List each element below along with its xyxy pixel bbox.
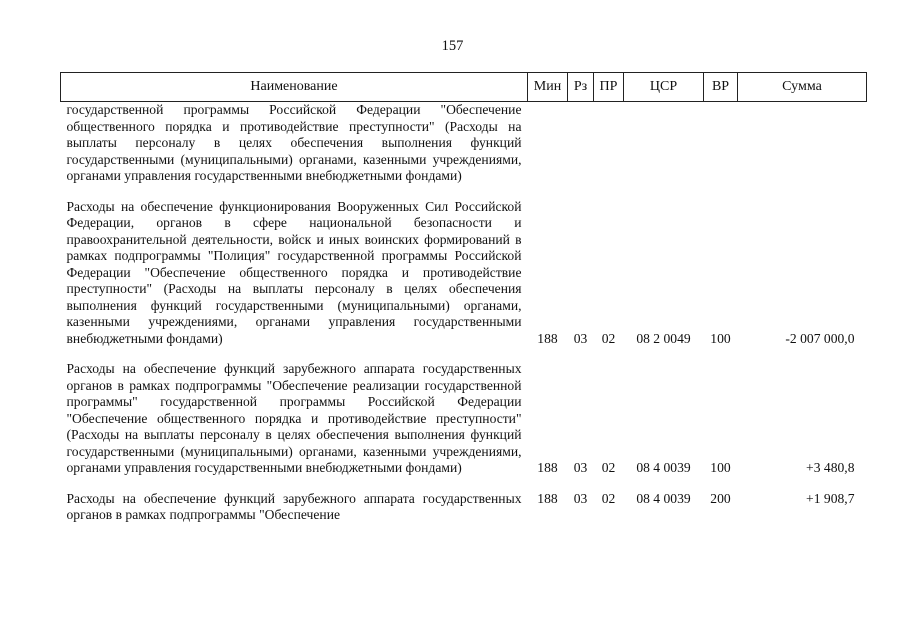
row-name: Расходы на обеспечение функций зарубежного аппарата государственных органов в рамках подпрограммы "Обеспечение (66, 490, 522, 522)
header-pr: ПР (594, 73, 624, 102)
header-rz: Рз (568, 73, 594, 102)
row-name: государственной программы Российской Федерации "Обеспечение общественного порядка и противодействие преступности" (Расходы на выплаты персоналу в целях обеспечения выполнения функций государственными (муниципальными) органами, казенными учреждениями, органами управления государственными внебюджетными фондами) (66, 102, 522, 183)
table-row (61, 102, 867, 185)
row-csr (624, 102, 704, 185)
header-name: Наименование (61, 73, 528, 102)
row-pr (594, 102, 624, 185)
header-min: Мин (528, 73, 568, 102)
row-pr: 02 (601, 330, 616, 346)
row-csr: 08 4 0039 (636, 490, 691, 506)
page-number: 157 (441, 38, 464, 54)
header-sum: Сумма (738, 73, 867, 102)
budget-table (60, 72, 867, 524)
row-rz (568, 102, 594, 185)
row-sum: +1 908,7 (806, 490, 855, 506)
row-csr: 08 2 0049 (636, 330, 691, 346)
row-pr: 02 (601, 490, 616, 506)
row-name: Расходы на обеспечение функционирования Вооруженных Сил Российской Федерации, органов в сфере национальной безопасности и правоохранительной деятельности, войск и иных воинских формирований в рамках подпрограммы "Полиция" государственной программы Российской Федерации "Обеспечение общественного порядка и противодействие преступности" (Расходы на выплаты персоналу в целях обеспечения выполнения функций государственными (муниципальными) органами, казенными учреждениями, органами управления государственными внебюджетными фондами) (66, 198, 522, 346)
table-row (61, 199, 867, 348)
row-rz: 03 (573, 330, 588, 346)
row-vr: 200 (710, 490, 731, 506)
row-sum: -2 007 000,0 (785, 330, 855, 346)
table-row (61, 491, 867, 524)
row-vr: 100 (710, 330, 731, 346)
row-csr: 08 4 0039 (636, 460, 691, 475)
header-csr: ЦСР (624, 73, 704, 102)
row-rz: 03 (573, 460, 588, 475)
row-sum: +3 480,8 (806, 460, 855, 475)
row-min: 188 (537, 330, 558, 346)
row-vr: 100 (710, 460, 731, 475)
row-sum (738, 102, 867, 185)
row-pr: 02 (601, 460, 616, 475)
row-min: 188 (537, 460, 558, 475)
row-min: 188 (537, 490, 558, 506)
header-vr: ВР (704, 73, 738, 102)
row-min (528, 102, 568, 185)
row-rz: 03 (573, 490, 588, 506)
table-row (61, 361, 867, 477)
row-name: Расходы на обеспечение функций зарубежного аппарата государственных органов в рамках подпрограммы "Обеспечение реализации государственной программы" государственной программы Российской Федерации "Обеспечение общественного порядка и противодействие преступности" (Расходы на выплаты персоналу в целях обеспечения выполнения функций государственными (муниципальными) органами, казенными учреждениями, органами управления государственными внебюджетными фондами) (66, 361, 522, 475)
row-vr (704, 102, 738, 185)
table-header-row (61, 73, 867, 102)
